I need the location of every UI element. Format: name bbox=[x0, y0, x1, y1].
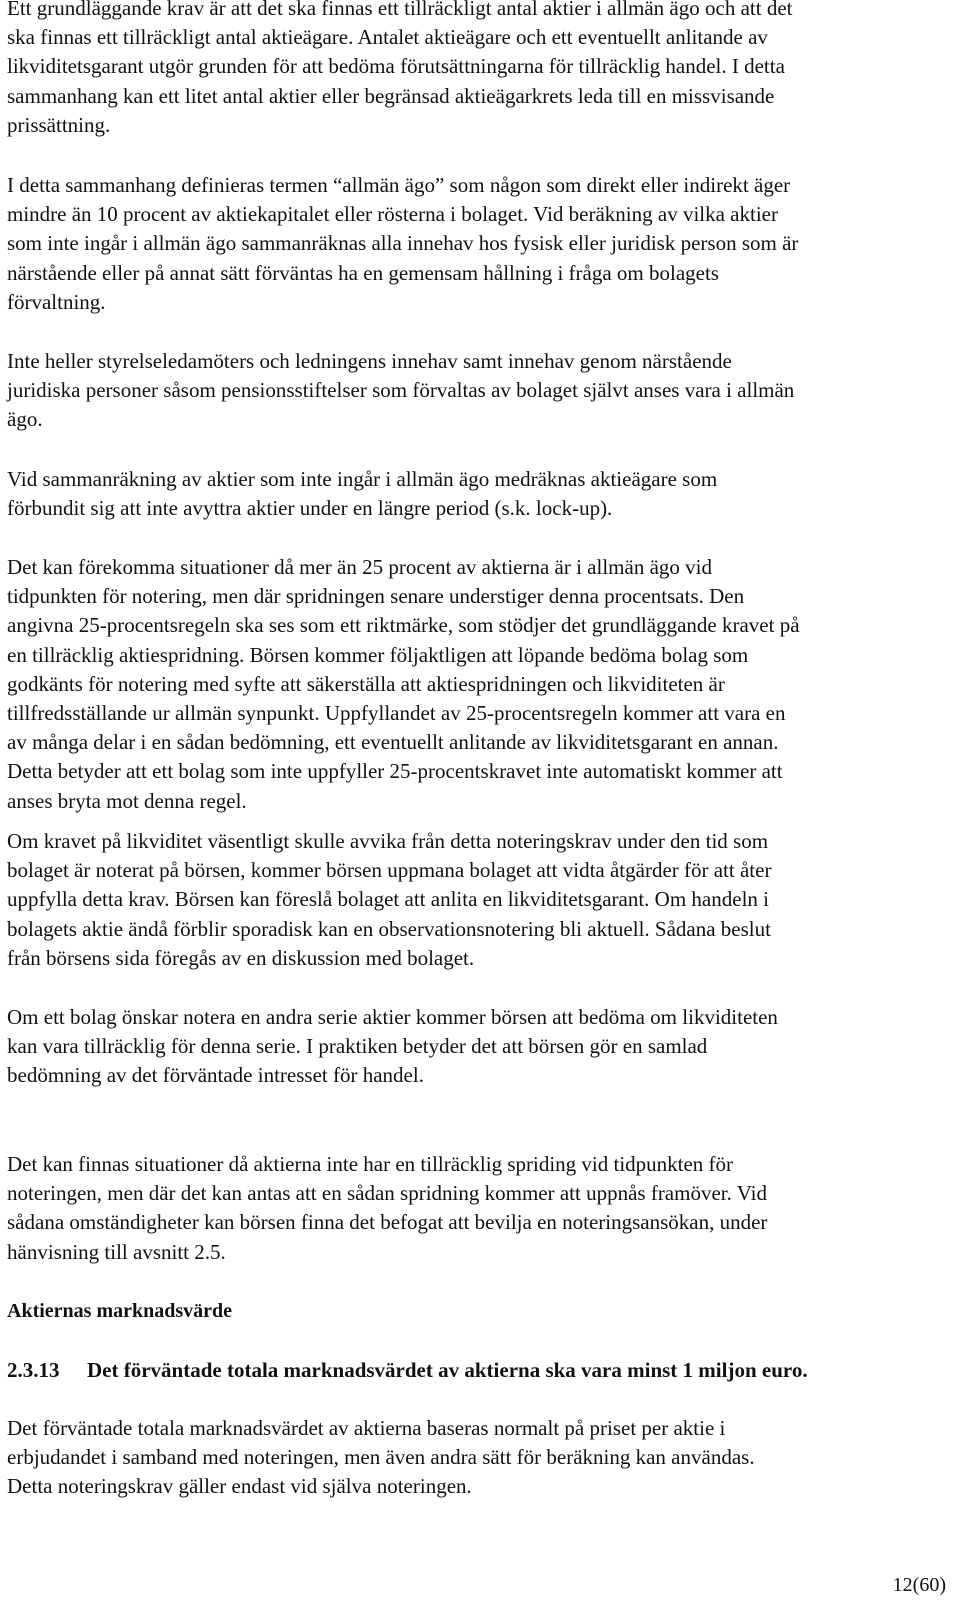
paragraph-market-value: Det förväntade totala marknadsvärdet av aktierna baseras normalt på priset per aktie i erbjudandet i samband med noteringen, men även andra sätt för beräkning kan användas. Detta noteringskrav gäller endast vid själva noteringen. bbox=[7, 1416, 755, 1499]
paragraph-board-holdings: Inte heller styrelseledamöters och ledningens innehav samt innehav genom närstående juridiska personer såsom pensionsstiftelser som förvaltas av bolaget självt anses vara i allmän ägo. bbox=[7, 349, 795, 432]
paragraph-insufficient-spread: Det kan finnas situationer då aktierna inte har en tillräcklig spriding vid tidpunkten för noteringen, men där det kan antas att en sådan spridning kommer att uppnås framöver. Vid sådana omständigheter kan börsen finna det befogat att bevilja en noteringsansökan, under hänvisning till avsnitt 2.5. bbox=[7, 1152, 768, 1264]
paragraph-free-float-requirement: Ett grundläggande krav är att det ska finnas ett tillräckligt antal aktier i allmän ägo och att det ska finnas ett tillräckligt antal aktieägare. Antalet aktieägare och ett eventuellt anlitande av likviditetsgarant utgör grunden för att bedöma förutsättningarna för tillräcklig handel. I detta sammanhang kan ett litet antal aktier eller begränsad aktieägarkrets leda till en missvisande prissättning. bbox=[7, 0, 793, 137]
paragraph-second-share-series: Om ett bolag önskar notera en andra serie aktier kommer börsen att bedöma om likviditeten kan vara tillräcklig för denna serie. I praktiken betyder det att börsen gör en samlad bedömning av det förväntade intresset för handel. bbox=[7, 1005, 778, 1088]
page-number: 12(60) bbox=[892, 1574, 946, 1596]
paragraph-25-percent-rule: Det kan förekomma situationer då mer än 25 procent av aktierna är i allmän ägo vid tidpunkten för notering, men där spridningen senare understiger denna procentsats. Den angivna 25-procentsregeln ska ses som ett riktmärke, som stödjer det grundläggande kravet på en tillräcklig aktiespridning. Börsen kommer följaktligen att löpande bedöma bolag som godkänts för notering med syfte att säkerställa att aktiespridningen och likviditeten är tillfredsställande ur allmän synpunkt. Uppfyllandet av 25-procentsregeln kommer att vara en av många delar i en sådan bedömning, ett eventuellt anlitande av likviditetsgarant en annan. Detta betyder att ett bolag som inte uppfyller 25-procentskravet inte automatiskt kommer att anses bryta mot denna regel. bbox=[7, 555, 800, 813]
paragraph-lock-up: Vid sammanräkning av aktier som inte ingår i allmän ägo medräknas aktieägare som förbundit sig att inte avyttra aktier under en längre period (s.k. lock-up). bbox=[7, 467, 718, 521]
rule-number: 2.3.13 bbox=[7, 1358, 60, 1382]
rule-statement bbox=[7, 1356, 808, 1385]
paragraph-public-ownership-definition: I detta sammanhang definieras termen “allmän ägo” som någon som direkt eller indirekt äger mindre än 10 procent av aktiekapitalet eller rösterna i bolaget. Vid beräkning av vilka aktier som inte ingår i allmän ägo sammanräknas alla innehav hos fysisk eller juridisk person som är närstående eller på annat sätt förväntas ha en gemensam hållning i fråga om bolagets förvaltning. bbox=[7, 173, 799, 314]
section-heading: Aktiernas marknadsvärde bbox=[7, 1300, 233, 1322]
rule-text: Det förväntade totala marknadsvärdet av aktierna ska vara minst 1 miljon euro. bbox=[87, 1358, 808, 1382]
paragraph-liquidity-deviation: Om kravet på likviditet väsentligt skulle avvika från detta noteringskrav under den tid som bolaget är noterat på börsen, kommer börsen uppmana bolaget att vidta åtgärder för att åter uppfylla detta krav. Börsen kan föreslå bolaget att anlita en likviditetsgarant. Om handeln i bolagets aktie ändå förblir sporadisk kan en observationsnotering bli aktuell. Sådana beslut från börsens sida föregås av en diskussion med bolaget. bbox=[7, 829, 772, 970]
